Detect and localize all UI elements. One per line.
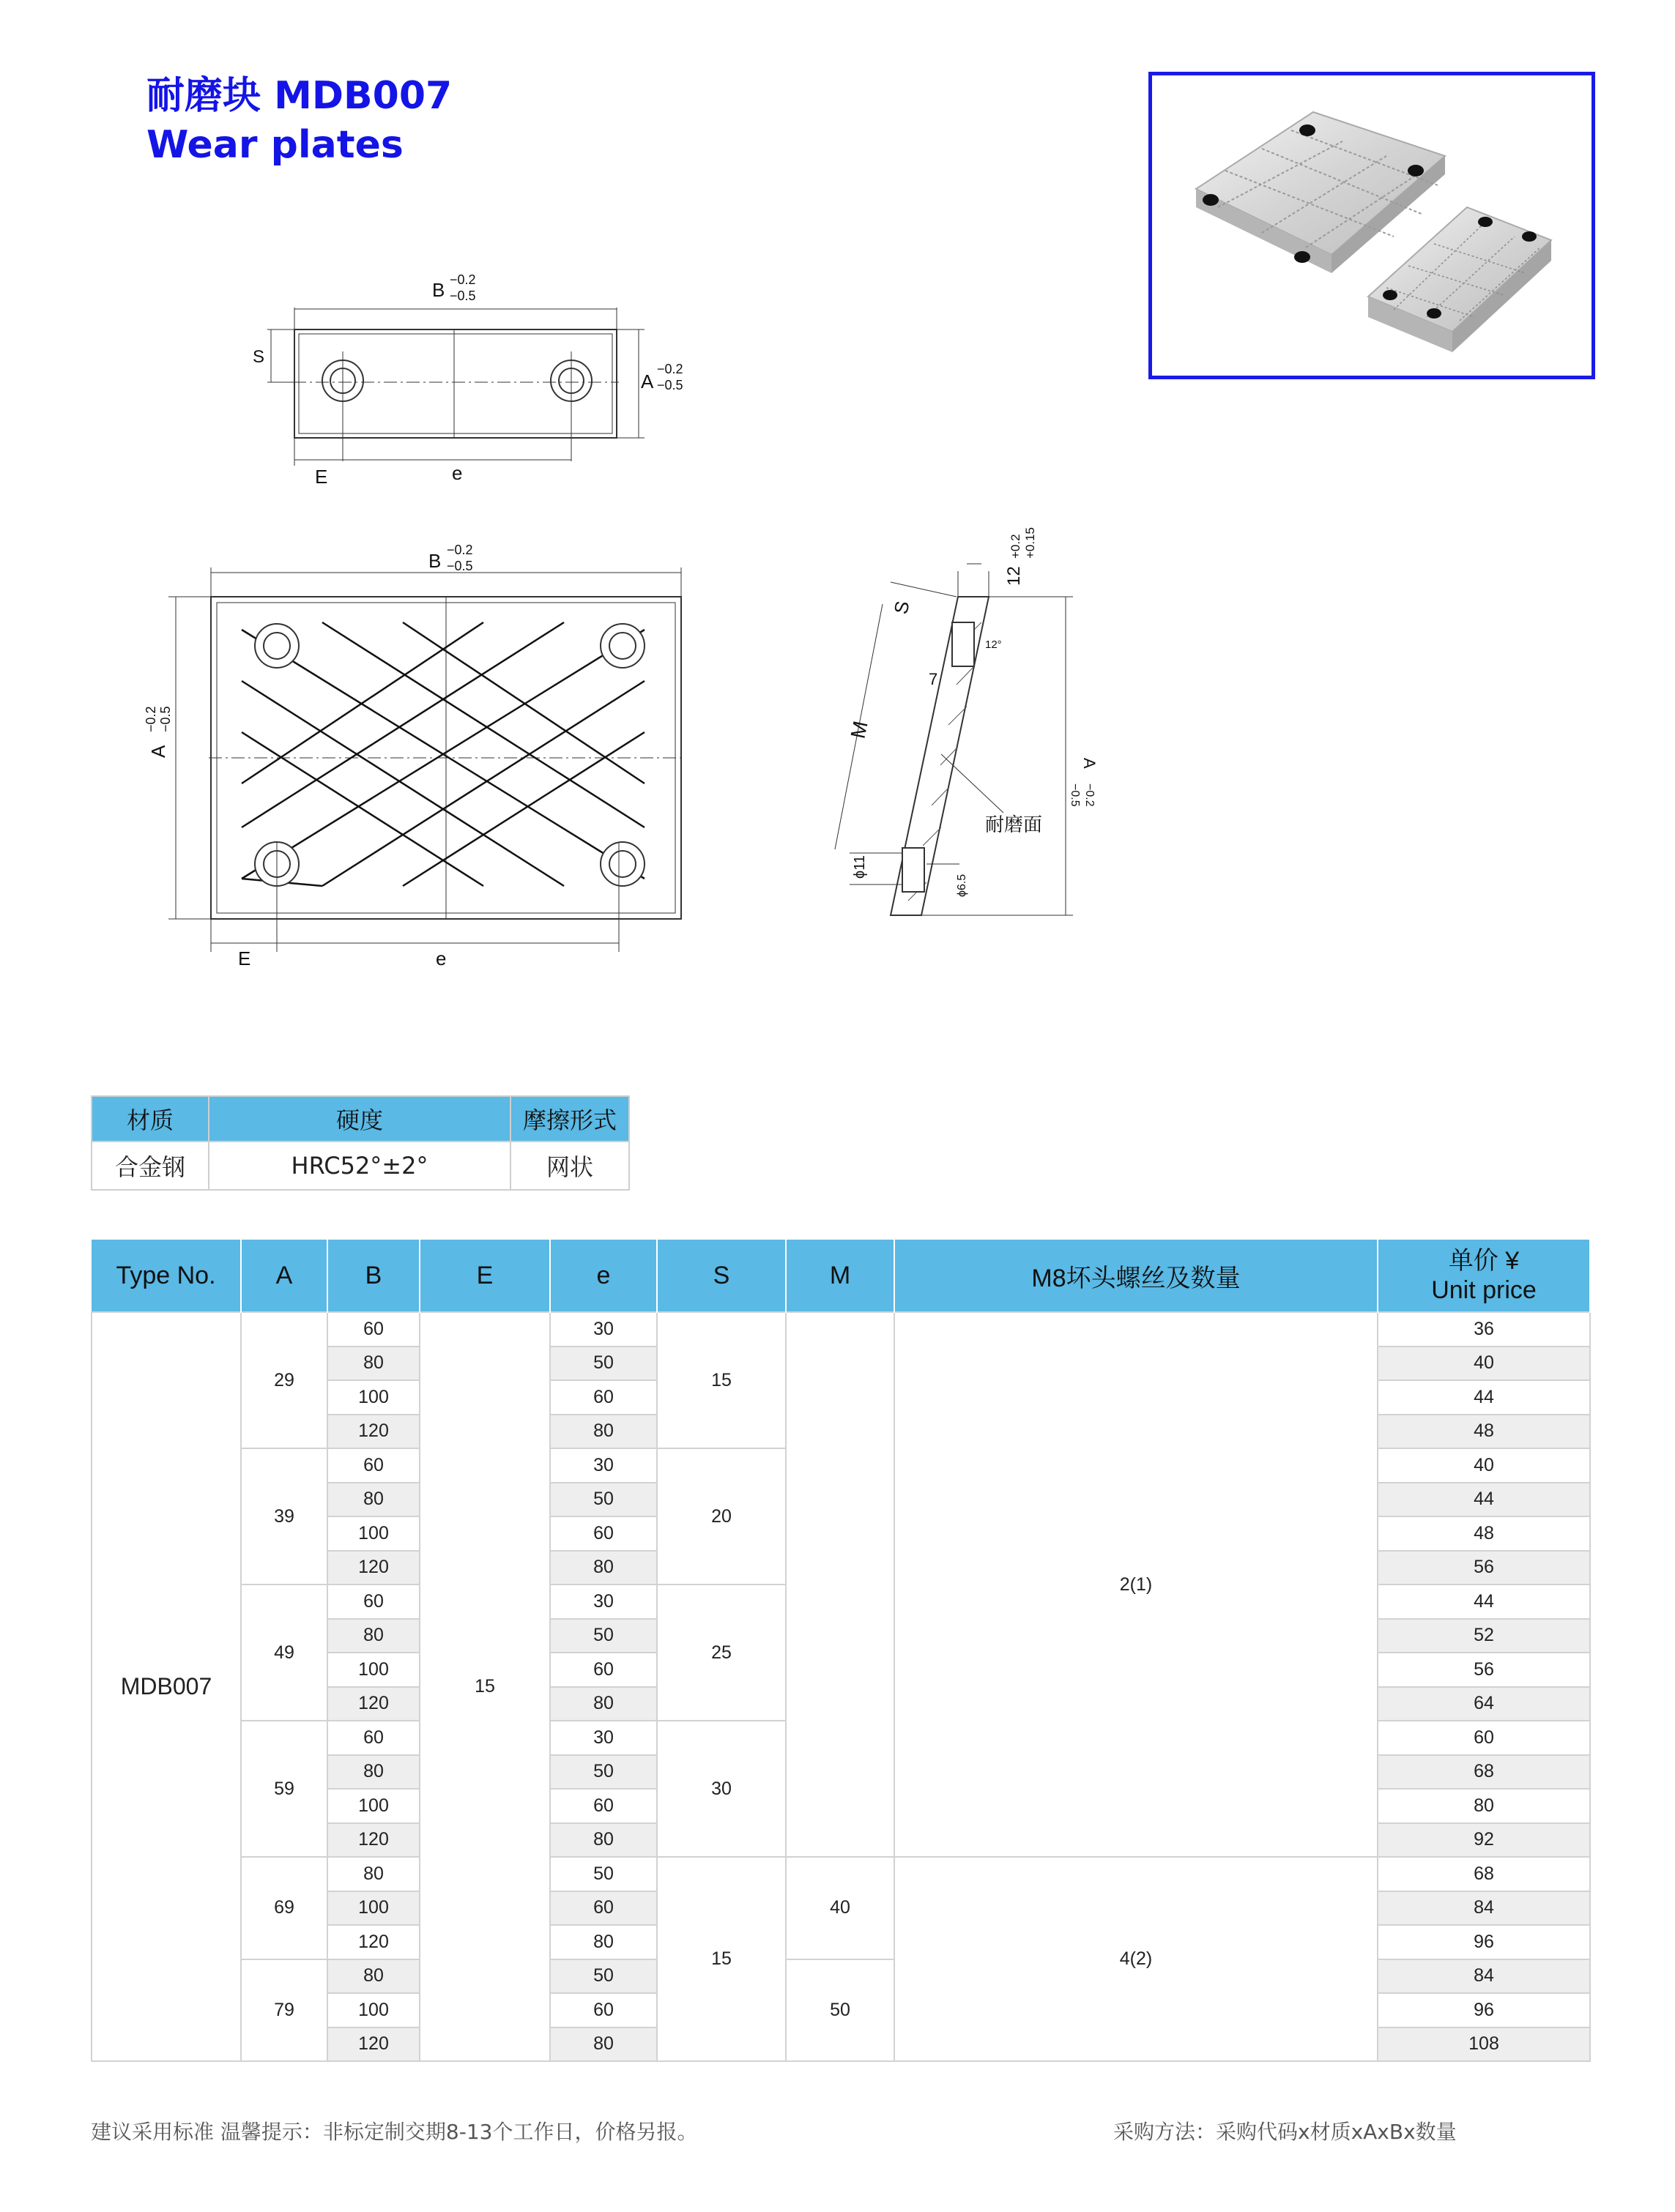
e-cell: 50 xyxy=(550,1347,657,1381)
e-cell: 30 xyxy=(550,1584,657,1619)
s-cell: 25 xyxy=(657,1584,786,1721)
price-cell: 96 xyxy=(1378,1925,1590,1959)
header-m: M xyxy=(786,1240,894,1312)
friction-header: 摩擦形式 xyxy=(510,1096,629,1142)
e-cell: 60 xyxy=(550,1653,657,1687)
e-cell: 80 xyxy=(550,1415,657,1449)
side-tol-label: 12 xyxy=(1004,566,1024,586)
header-E: E xyxy=(420,1240,550,1312)
b-cell: 100 xyxy=(327,1891,420,1926)
header-price-cn: 单价 ¥ xyxy=(1448,1247,1520,1275)
price-cell: 48 xyxy=(1378,1415,1590,1449)
price-cell: 96 xyxy=(1378,1993,1590,2027)
price-cell: 64 xyxy=(1378,1687,1590,1721)
small-e-label: e xyxy=(452,462,463,484)
price-cell: 92 xyxy=(1378,1823,1590,1858)
b-cell: 120 xyxy=(327,1687,420,1721)
price-cell: 68 xyxy=(1378,1857,1590,1891)
e-cell: 30 xyxy=(550,1448,657,1483)
s-cell: 20 xyxy=(657,1448,786,1584)
b-cell: 80 xyxy=(327,1755,420,1790)
side-s-label: S xyxy=(889,599,914,617)
b-cell: 80 xyxy=(327,1959,420,1994)
technical-drawing xyxy=(0,0,1675,1025)
e-cell: 30 xyxy=(550,1721,657,1755)
b-cell: 100 xyxy=(327,1380,420,1415)
e-cell: 80 xyxy=(550,1823,657,1858)
price-cell: 80 xyxy=(1378,1789,1590,1823)
b-cell: 100 xyxy=(327,1789,420,1823)
e-cell: 80 xyxy=(550,2027,657,2062)
type-cell: MDB007 xyxy=(92,1312,241,2061)
b-cell: 120 xyxy=(327,1823,420,1858)
header-price xyxy=(1378,1240,1590,1312)
small-s-label: S xyxy=(253,347,265,367)
price-cell: 56 xyxy=(1378,1551,1590,1585)
large-a-tol-lower: −0.5 xyxy=(158,706,173,732)
material-table xyxy=(91,1095,630,1191)
header-type: Type No. xyxy=(92,1240,241,1312)
side-phi11-label: ϕ11 xyxy=(852,855,868,879)
a-cell: 49 xyxy=(241,1584,327,1721)
a-cell: 39 xyxy=(241,1448,327,1584)
b-cell: 120 xyxy=(327,1925,420,1959)
a-cell: 29 xyxy=(241,1312,327,1448)
e-cell: 50 xyxy=(550,1959,657,1994)
side-phi65-label: ϕ6.5 xyxy=(956,874,968,897)
small-E-label: E xyxy=(315,466,328,488)
screws-cell: 4(2) xyxy=(894,1857,1378,2061)
price-cell: 84 xyxy=(1378,1891,1590,1926)
s-cell: 15 xyxy=(657,1857,786,2061)
b-cell: 100 xyxy=(327,1653,420,1687)
a-cell: 69 xyxy=(241,1857,327,1959)
side-m-label: M xyxy=(846,718,872,741)
friction-value: 网状 xyxy=(510,1142,629,1190)
spec-table xyxy=(91,1240,1591,2062)
side-angle-label: 12° xyxy=(985,638,1002,651)
b-cell: 120 xyxy=(327,2027,420,2062)
m-cell: 40 xyxy=(786,1857,894,1959)
a-cell: 59 xyxy=(241,1721,327,1857)
price-cell: 60 xyxy=(1378,1721,1590,1755)
m-cell-empty xyxy=(786,1312,894,1857)
hardness-value: HRC52°±2° xyxy=(209,1142,510,1190)
b-cell: 80 xyxy=(327,1619,420,1653)
price-cell: 40 xyxy=(1378,1347,1590,1381)
header-s: S xyxy=(657,1240,786,1312)
side-a-tol-upper: −0.2 xyxy=(1083,783,1096,807)
price-cell: 44 xyxy=(1378,1380,1590,1415)
e-cell: 50 xyxy=(550,1755,657,1790)
price-cell: 40 xyxy=(1378,1448,1590,1483)
header-price-en: Unit price xyxy=(1431,1276,1537,1304)
e-cell: 60 xyxy=(550,1993,657,2027)
header-a: A xyxy=(241,1240,327,1312)
b-cell: 60 xyxy=(327,1584,420,1619)
price-cell: 108 xyxy=(1378,2027,1590,2062)
price-cell: 48 xyxy=(1378,1516,1590,1551)
b-cell: 100 xyxy=(327,1993,420,2027)
e-cell: 80 xyxy=(550,1687,657,1721)
price-cell: 56 xyxy=(1378,1653,1590,1687)
e-cell: 60 xyxy=(550,1789,657,1823)
footer-note: 建议采用标准 温馨提示：非标定制交期8-13个工作日，价格另报。 xyxy=(91,2120,698,2144)
header-b: B xyxy=(327,1240,420,1312)
page-title-cn: 耐磨块 MDB007 xyxy=(146,74,453,118)
s-cell: 15 xyxy=(657,1312,786,1448)
side-tol-lower: +0.15 xyxy=(1023,526,1037,559)
E-cell: 15 xyxy=(420,1312,550,2061)
side-a-label: A xyxy=(1080,758,1099,769)
large-a-label: A xyxy=(147,745,169,758)
page-title-en: Wear plates xyxy=(146,123,404,167)
large-b-tol-lower: −0.5 xyxy=(447,559,473,573)
price-cell: 44 xyxy=(1378,1483,1590,1517)
wear-surface-label: 耐磨面 xyxy=(985,814,1043,836)
e-cell: 50 xyxy=(550,1483,657,1517)
large-b-label: B xyxy=(428,550,442,572)
header-screws: M8坏头螺丝及数量 xyxy=(894,1240,1378,1312)
b-cell: 120 xyxy=(327,1551,420,1585)
side-seven-label: 7 xyxy=(929,670,938,688)
b-cell: 80 xyxy=(327,1483,420,1517)
e-cell: 30 xyxy=(550,1312,657,1347)
large-E-label: E xyxy=(238,947,251,969)
small-a-tol-upper: −0.2 xyxy=(657,362,683,376)
large-e-label: e xyxy=(436,947,447,969)
a-cell: 79 xyxy=(241,1959,327,2062)
large-b-tol-upper: −0.2 xyxy=(447,543,473,557)
header-e: e xyxy=(550,1240,657,1312)
b-cell: 100 xyxy=(327,1516,420,1551)
small-a-label: A xyxy=(641,370,654,392)
material-value: 合金钢 xyxy=(92,1142,209,1190)
price-cell: 44 xyxy=(1378,1584,1590,1619)
b-cell: 60 xyxy=(327,1312,420,1347)
small-b-label: B xyxy=(432,279,445,301)
small-b-tol-upper: −0.2 xyxy=(450,272,476,287)
price-cell: 84 xyxy=(1378,1959,1590,1994)
b-cell: 60 xyxy=(327,1448,420,1483)
price-cell: 52 xyxy=(1378,1619,1590,1653)
side-tol-upper: +0.2 xyxy=(1009,534,1022,559)
large-a-tol-upper: −0.2 xyxy=(144,706,158,732)
e-cell: 50 xyxy=(550,1857,657,1891)
small-b-tol-lower: −0.5 xyxy=(450,288,476,303)
b-cell: 80 xyxy=(327,1347,420,1381)
b-cell: 80 xyxy=(327,1857,420,1891)
e-cell: 50 xyxy=(550,1619,657,1653)
b-cell: 60 xyxy=(327,1721,420,1755)
e-cell: 80 xyxy=(550,1551,657,1585)
material-header: 材质 xyxy=(92,1096,209,1142)
m-cell: 50 xyxy=(786,1959,894,2062)
e-cell: 60 xyxy=(550,1380,657,1415)
small-a-tol-lower: −0.5 xyxy=(657,378,683,392)
s-cell: 30 xyxy=(657,1721,786,1857)
screws-cell: 2(1) xyxy=(894,1312,1378,1857)
b-cell: 120 xyxy=(327,1415,420,1449)
hardness-header: 硬度 xyxy=(209,1096,510,1142)
price-cell: 36 xyxy=(1378,1312,1590,1347)
e-cell: 60 xyxy=(550,1891,657,1926)
price-cell: 68 xyxy=(1378,1755,1590,1790)
footer-purchase-method: 采购方法：采购代码x材质xAxBx数量 xyxy=(1113,2120,1457,2144)
side-a-tol-lower: −0.5 xyxy=(1069,783,1081,807)
e-cell: 60 xyxy=(550,1516,657,1551)
e-cell: 80 xyxy=(550,1925,657,1959)
